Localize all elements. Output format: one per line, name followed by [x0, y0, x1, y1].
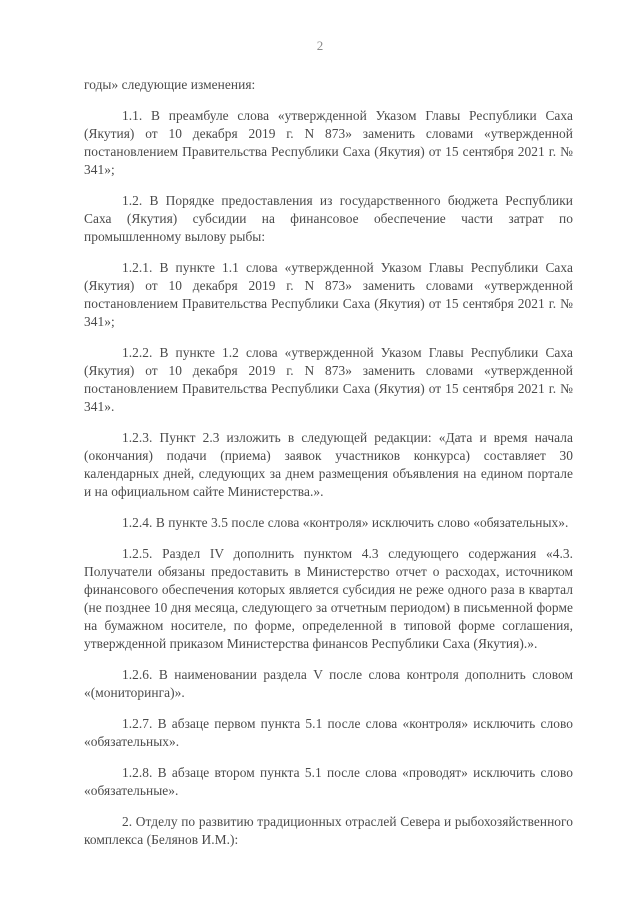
paragraph-1-2-3: 1.2.3. Пункт 2.3 изложить в следующей редакции: «Дата и время начала (окончания) подачи (приема) заявок участников конкурса) составляет 30 календарных дней, следующих за днем размещения объявления на едином портале и на официальном сайте Министерства.».	[84, 430, 573, 499]
paragraph-1-2-6: 1.2.6. В наименовании раздела V после слова контроля дополнить словом «(мониторинга)».	[84, 667, 573, 700]
paragraph-1-2: 1.2. В Порядке предоставления из государственного бюджета Республики Саха (Якутия) субсидии на финансовое обеспечение части затрат по промышленному вылову рыбы:	[84, 193, 573, 244]
paragraph-2: 2. Отделу по развитию традиционных отраслей Севера и рыбохозяйственного комплекса (Белянов И.М.):	[84, 814, 573, 847]
paragraph-1-1: 1.1. В преамбуле слова «утвержденной Указом Главы Республики Саха (Якутия) от 10 декабря 2019 г. N 873» заменить словами «утвержденной постановлением Правительства Республики Саха (Якутия) от 15 сентября 2021 г. № 341»;	[84, 108, 573, 177]
paragraph-1-2-7: 1.2.7. В абзаце первом пункта 5.1 после слова «контроля» исключить слово «обязательных».	[84, 716, 573, 749]
paragraph-1-2-2: 1.2.2. В пункте 1.2 слова «утвержденной Указом Главы Республики Саха (Якутия) от 10 декабря 2019 г. N 873» заменить словами «утвержденной постановлением Правительства Республики Саха (Якутия) от 15 сентября 2021 г. № 341».	[84, 345, 573, 414]
page-number: 2	[316, 38, 324, 53]
document-body	[84, 76, 573, 849]
paragraph-intro-continuation: годы» следующие изменения:	[84, 77, 256, 92]
paragraph-1-2-8: 1.2.8. В абзаце втором пункта 5.1 после слова «проводят» исключить слово «обязательные».	[84, 765, 573, 798]
paragraph-1-2-5: 1.2.5. Раздел IV дополнить пунктом 4.3 следующего содержания «4.3. Получатели обязаны предоставить в Министерство отчет о расходах, источником финансового обеспечения которых является субсидия не реже одного раза в квартал (не позднее 10 дня месяца, следующего за отчетным периодом) в письменной форме на бумажном носителе, по форме, определенной в типовой форме соглашения, утвержденной приказом Министерства финансов Республики Саха (Якутия).».	[84, 546, 573, 651]
paragraph-1-2-4: 1.2.4. В пункте 3.5 после слова «контроля» исключить слово «обязательных».	[122, 515, 569, 530]
paragraph-1-2-1: 1.2.1. В пункте 1.1 слова «утвержденной Указом Главы Республики Саха (Якутия) от 10 декабря 2019 г. N 873» заменить словами «утвержденной постановлением Правительства Республики Саха (Якутия) от 15 сентября 2021 г. № 341»;	[84, 260, 573, 329]
